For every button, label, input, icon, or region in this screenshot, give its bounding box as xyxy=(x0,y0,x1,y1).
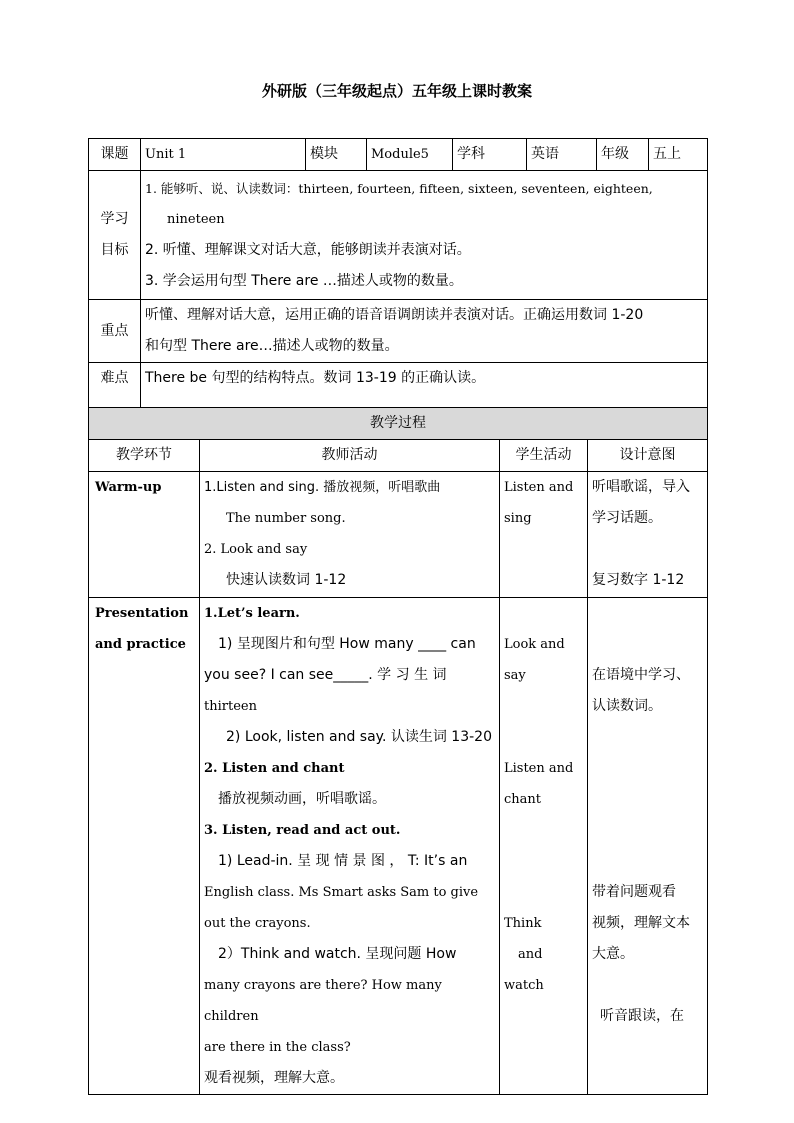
column-header: 教学环节 xyxy=(89,440,200,472)
topic-label: 课题 xyxy=(89,139,141,171)
goals-label-line: 目标 xyxy=(100,242,129,258)
lesson-info-table xyxy=(88,138,708,408)
grade-label: 年级 xyxy=(597,139,649,171)
intent-spacer xyxy=(592,534,703,565)
teacher-line: English class. Ms Smart asks Sam to give xyxy=(204,885,479,900)
teacher-line: 1.Let’s learn. xyxy=(204,606,300,621)
student-line: Look and xyxy=(504,637,565,652)
teacher-line: many crayons are there? How many children xyxy=(204,978,442,1024)
intent-line: 听音跟读，在 xyxy=(600,1008,684,1024)
student-line: Listen and xyxy=(504,480,574,495)
goal-item: 2. 听懂、理解课文对话大意，能够朗读并表演对话。 xyxy=(145,242,471,258)
key-points-line: 和句型 There are…描述人或物的数量。 xyxy=(145,338,399,354)
goal-item: nineteen xyxy=(167,212,225,227)
intent-line: 听唱歌谣，导入 xyxy=(592,479,690,495)
teacher-line: thirteen xyxy=(204,699,257,714)
intent-line: 带着问题观看 xyxy=(592,884,676,900)
student-line: Think xyxy=(504,916,542,931)
column-header: 教师活动 xyxy=(200,440,500,472)
module-value: Module5 xyxy=(367,139,453,171)
intent-spacer xyxy=(592,970,703,1001)
teacher-line: 快速认读数词 1-12 xyxy=(226,572,347,588)
key-points-line: 听懂、理解对话大意，运用正确的语音语调朗读并表演对话。正确运用数词 1-20 xyxy=(145,307,644,323)
difficulties-text: There be 句型的结构特点。数词 13-19 的正确认读。 xyxy=(141,363,708,408)
teacher-line: The number song. xyxy=(226,511,346,526)
intent-line: 学习话题。 xyxy=(592,510,662,526)
teacher-line: you see? I can see_____. 学 习 生 词 xyxy=(204,667,447,683)
teacher-line: 1) Lead-in. 呈 现 情 景 图 ， T: It’s an xyxy=(218,853,468,869)
intent-spacer xyxy=(592,598,703,660)
topic-value: Unit 1 xyxy=(141,139,306,171)
goal-item: 1. 能够听、说、认读数词：thirteen, fourteen, fifteen, sixteen, seventeen, eighteen, xyxy=(145,181,653,196)
teacher-line: 3. Listen, read and act out. xyxy=(204,823,401,838)
teacher-line: 1) 呈现图片和句型 How many ____ can xyxy=(218,636,476,652)
teacher-line: 2）Think and watch. 呈现问题 How xyxy=(218,946,457,962)
student-spacer xyxy=(504,815,583,908)
key-points-label: 重点 xyxy=(89,300,141,363)
teacher-line: 2) Look, listen and say. 认读生词 13-20 xyxy=(226,729,492,745)
subject-value: 英语 xyxy=(527,139,597,171)
student-line: chant xyxy=(504,792,542,807)
intent-spacer xyxy=(592,722,703,877)
intent-line: 大意。 xyxy=(592,946,634,962)
process-heading: 教学过程 xyxy=(89,408,708,440)
stage-presentation: and practice xyxy=(95,637,186,652)
column-header: 设计意图 xyxy=(588,440,708,472)
student-line: watch xyxy=(504,978,544,993)
intent-line: 复习数字 1-12 xyxy=(592,572,685,588)
student-line: sing xyxy=(504,511,532,526)
column-header: 学生活动 xyxy=(500,440,588,472)
student-spacer xyxy=(504,691,583,753)
goals-label xyxy=(89,171,141,300)
intent-line: 视频，理解文本 xyxy=(592,915,690,931)
student-spacer xyxy=(504,598,583,629)
stage-warmup: Warm-up xyxy=(89,472,200,598)
difficulties-label: 难点 xyxy=(89,363,141,408)
teacher-line: 观看视频，理解大意。 xyxy=(204,1070,344,1086)
teacher-line: 2. Look and say xyxy=(204,542,308,557)
goal-item: 3. 学会运用句型 There are …描述人或物的数量。 xyxy=(145,273,463,289)
grade-value: 五上 xyxy=(649,139,708,171)
student-line: Listen and xyxy=(504,761,574,776)
teacher-line: out the crayons. xyxy=(204,916,311,931)
stage-presentation: Presentation xyxy=(95,606,189,621)
page-title: 外研版（三年级起点）五年级上课时教案 xyxy=(261,82,532,100)
teacher-line: 1.Listen and sing. 播放视频，听唱歌曲 xyxy=(204,480,441,495)
student-line: and xyxy=(518,947,543,962)
teacher-line: are there in the class? xyxy=(204,1040,351,1055)
intent-line: 在语境中学习、 xyxy=(592,667,690,683)
goals-label-line: 学习 xyxy=(100,211,129,227)
subject-label: 学科 xyxy=(453,139,527,171)
student-line: say xyxy=(504,668,526,683)
teacher-line: 播放视频动画，听唱歌谣。 xyxy=(218,791,386,807)
teaching-process-table xyxy=(88,407,708,1095)
teacher-line: 2. Listen and chant xyxy=(204,761,345,776)
intent-line: 认读数词。 xyxy=(592,698,662,714)
module-label: 模块 xyxy=(306,139,367,171)
